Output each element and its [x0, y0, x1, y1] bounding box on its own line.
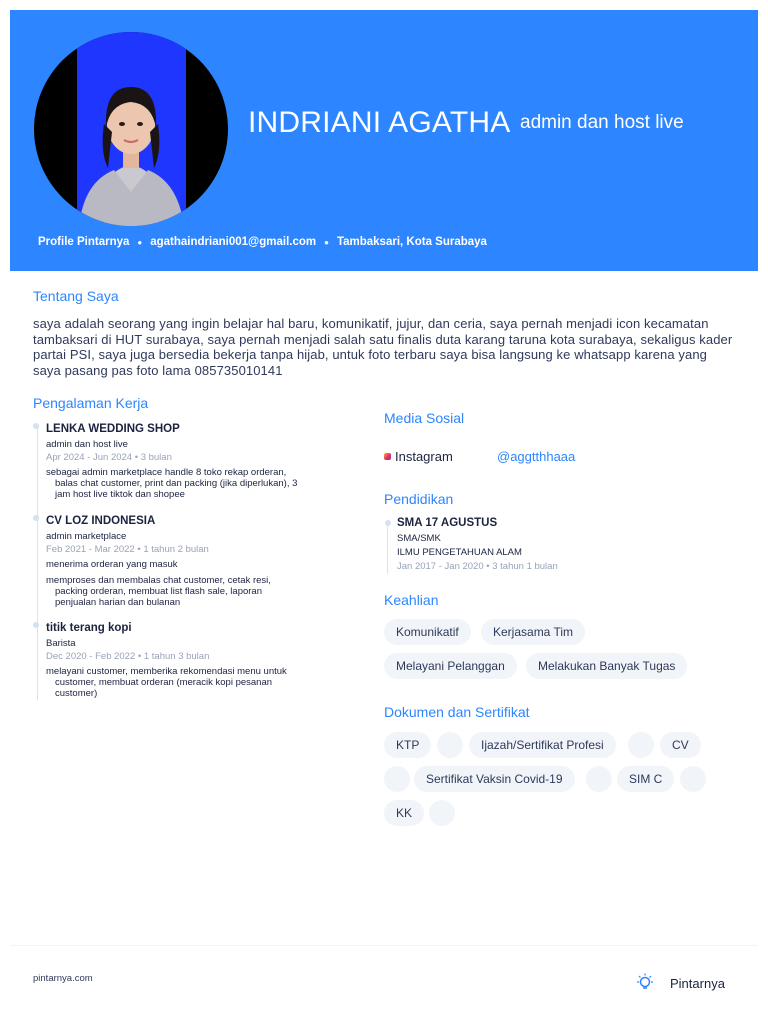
document-chip[interactable]: KTP	[384, 732, 431, 758]
job-entry	[46, 622, 336, 699]
job-description-line: penjualan harian dan bulanan	[55, 597, 181, 608]
job-description	[46, 575, 336, 608]
job-description-line: customer, membuat orderan (meracik kopi pesanan	[55, 677, 273, 688]
document-chip[interactable]: CV	[660, 732, 701, 758]
profile-header	[10, 10, 758, 271]
job-entry	[46, 515, 336, 608]
document-chip-empty[interactable]	[628, 732, 654, 758]
profile-photo	[34, 32, 228, 226]
brand-name: Pintarnya	[670, 975, 725, 991]
social-title: Media Sosial	[384, 410, 465, 426]
about-text: saya adalah seorang yang ingin belajar hal baru, komunikatif, jujur, dan ceria, saya pernah menjadi icon kecamatan tambaksari di HUT surabaya, saya pernah menjadi salah satu finalis duta karang taruna kota surabaya, sekaligus kader partai PSI, saya juga bersedia bekerja tanpa hijab, untuk foto terbaru saya bisa langsung ke whatsapp karena yang saya pasang pas foto lama 085735010141	[33, 316, 733, 378]
timeline-bullet	[33, 515, 39, 521]
separator-dot: ●	[324, 237, 329, 247]
job-company: LENKA WEDDING SHOP	[46, 423, 180, 435]
experience-title: Pengalaman Kerja	[33, 395, 149, 411]
job-position: Barista	[46, 638, 76, 649]
skills-title: Keahlian	[384, 592, 439, 608]
footer-url[interactable]: pintarnya.com	[33, 973, 93, 984]
job-description-line: packing orderan, membuat list flash sale, laporan	[55, 586, 263, 597]
education-title: Pendidikan	[384, 491, 454, 507]
education-period: Jan 2017 - Jan 2020 • 3 tahun 1 bulan	[397, 561, 558, 572]
document-chip[interactable]: Ijazah/Sertifikat Profesi	[469, 732, 616, 758]
social-row-instagram	[384, 449, 744, 464]
about-title: Tentang Saya	[33, 288, 119, 304]
document-chip[interactable]: KK	[384, 800, 424, 826]
separator-dot: ●	[137, 237, 143, 247]
candidate-name: INDRIANI AGATHA	[248, 106, 511, 139]
timeline-bullet	[33, 622, 39, 628]
document-chip[interactable]: Sertifikat Vaksin Covid-19	[414, 766, 575, 792]
location-text: Tambaksari, Kota Surabaya	[336, 236, 487, 248]
education-major: ILMU PENGETAHUAN ALAM	[397, 547, 522, 558]
person-illustration	[34, 32, 228, 226]
job-description-line: melayani customer, memberika rekomendasi menu untuk	[46, 666, 287, 677]
lightbulb-icon	[636, 973, 654, 993]
education-entry	[397, 517, 697, 572]
job-position: admin dan host live	[46, 439, 128, 450]
candidate-role: admin dan host live	[520, 112, 684, 133]
job-period: Dec 2020 - Feb 2022 • 1 tahun 3 bulan	[46, 651, 210, 662]
education-level: SMA/SMK	[397, 533, 441, 544]
skill-chip: Komunikatif	[384, 619, 471, 645]
education-school: SMA 17 AGUSTUS	[397, 517, 498, 529]
documents-title: Dokumen dan Sertifikat	[384, 704, 530, 720]
document-chip[interactable]: SIM C	[617, 766, 674, 792]
document-chip-empty[interactable]	[586, 766, 612, 792]
job-description	[46, 666, 336, 699]
timeline-bullet	[33, 423, 39, 429]
skill-chip: Melayani Pelanggan	[384, 653, 517, 679]
job-company: titik terang kopi	[46, 622, 132, 634]
job-description-line: menerima orderan yang masuk	[46, 559, 178, 570]
job-description-line: memproses dan membalas chat customer, cetak resi,	[46, 575, 271, 586]
skill-chip: Melakukan Banyak Tugas	[526, 653, 687, 679]
email-link[interactable]: agathaindriani001@gmail.com	[150, 236, 317, 248]
profile-link[interactable]: Profile Pintarnya	[38, 236, 130, 248]
footer-brand	[636, 973, 725, 993]
footer-divider	[10, 945, 758, 946]
document-chip-empty[interactable]	[437, 732, 463, 758]
social-handle-link[interactable]: @aggtthhaaa	[497, 449, 576, 464]
contact-bar	[38, 236, 487, 248]
job-description	[46, 467, 336, 500]
job-description-line: customer)	[55, 688, 98, 699]
job-entry	[46, 423, 336, 500]
education-timeline	[387, 520, 388, 574]
social-platform: Instagram	[395, 449, 453, 464]
instagram-icon	[384, 453, 391, 460]
job-company: CV LOZ INDONESIA	[46, 515, 156, 527]
document-chip-empty[interactable]	[384, 766, 410, 792]
job-description-line: sebagai admin marketplace handle 8 toko rekap orderan,	[46, 467, 287, 478]
job-description-line: balas chat customer, print dan packing (jika diperlukan), 3	[55, 478, 298, 489]
skill-chip: Kerjasama Tim	[481, 619, 585, 645]
experience-timeline	[37, 425, 38, 700]
document-chip-empty[interactable]	[429, 800, 455, 826]
job-period: Feb 2021 - Mar 2022 • 1 tahun 2 bulan	[46, 544, 209, 555]
job-description-line: jam host live tiktok dan shopee	[55, 489, 185, 500]
job-position: admin marketplace	[46, 531, 127, 542]
job-period: Apr 2024 - Jun 2024 • 3 bulan	[46, 452, 172, 463]
document-chip-empty[interactable]	[680, 766, 706, 792]
timeline-bullet	[385, 520, 391, 526]
job-description	[46, 559, 336, 570]
